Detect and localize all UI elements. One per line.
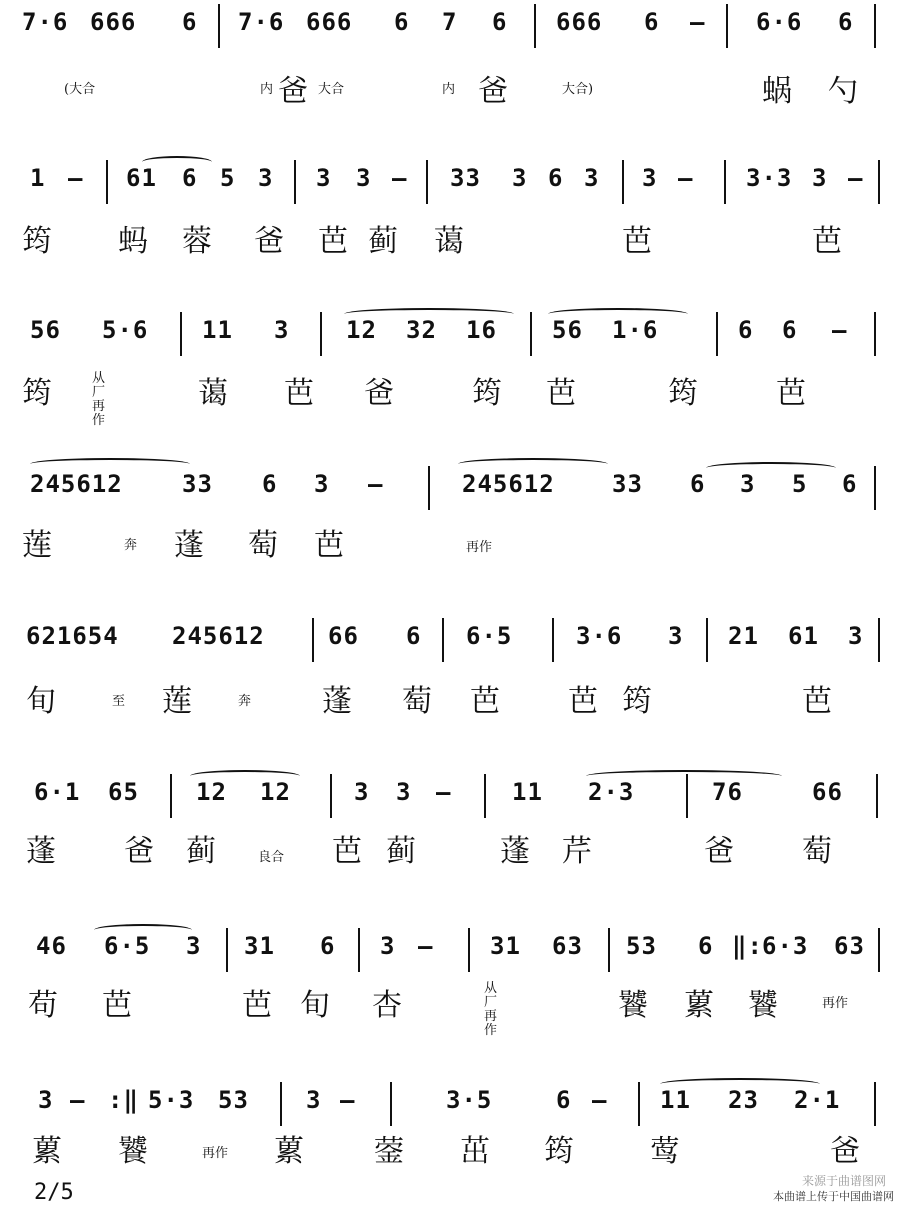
note-group: 11 [660, 1086, 691, 1114]
bar-line [878, 928, 880, 972]
bar-line [874, 1082, 876, 1126]
note-group: — [418, 932, 434, 960]
bar-line [876, 774, 878, 818]
note-group: 6 [644, 8, 660, 36]
bar-line [622, 160, 624, 204]
note-group: 3 [274, 316, 290, 344]
tablature-line [22, 826, 878, 886]
tab-char: 旬 [300, 988, 330, 1023]
tab-char: 芭 [776, 376, 806, 411]
note-group: 63 [552, 932, 583, 960]
note-group: 6 [782, 316, 798, 344]
tablature-line [22, 980, 878, 1040]
note-group: — [592, 1086, 608, 1114]
bar-line [874, 312, 876, 356]
note-group: 7·6 [238, 8, 285, 36]
note-group: — [678, 164, 694, 192]
note-group: 6 [738, 316, 754, 344]
note-group: 6·5 [466, 622, 513, 650]
tab-char: 蓥 [374, 1134, 404, 1169]
note-group: 3 [186, 932, 202, 960]
note-group: 33 [182, 470, 213, 498]
bar-line [468, 928, 470, 972]
note-group: 53 [218, 1086, 249, 1114]
tab-char: 莺 [650, 1134, 680, 1169]
note-group: 6 [492, 8, 508, 36]
bar-line [294, 160, 296, 204]
note-group: 3·3 [746, 164, 793, 192]
tab-char: 芭 [546, 376, 576, 411]
bar-line [442, 618, 444, 662]
bar-line [878, 160, 880, 204]
note-group: 666 [306, 8, 353, 36]
note-group: 3 [306, 1086, 322, 1114]
bar-line [716, 312, 718, 356]
note-group: — [68, 164, 84, 192]
tab-char: 爸 [254, 224, 284, 259]
note-group: 6·1 [34, 778, 81, 806]
notation-line [22, 164, 878, 204]
note-group: :‖ [108, 1086, 139, 1114]
tab-char: 芭 [242, 988, 272, 1023]
note-group: 7·6 [22, 8, 69, 36]
tab-char: 蓬 [500, 834, 530, 869]
tab-char: 旬 [26, 684, 56, 719]
tab-char: 蔼 [434, 224, 464, 259]
tab-char: 蓟 [386, 834, 416, 869]
bar-line [330, 774, 332, 818]
tab-char: 蜗 [762, 74, 792, 109]
bar-line [226, 928, 228, 972]
notation-line [22, 470, 878, 510]
bar-line [106, 160, 108, 204]
tab-char: 蚂 [118, 224, 148, 259]
note-group: 3·5 [446, 1086, 493, 1114]
note-group: 3 [258, 164, 274, 192]
tab-char: 芭 [284, 376, 314, 411]
notation-line [22, 622, 878, 662]
bar-line [312, 618, 314, 662]
note-group: — [848, 164, 864, 192]
tab-char: 大合) [562, 82, 594, 97]
note-group: 6 [182, 8, 198, 36]
tab-char: 芹 [562, 834, 592, 869]
tab-char: 再作 [202, 1146, 229, 1161]
tablature-line [22, 676, 878, 736]
note-group: 12 [260, 778, 291, 806]
bar-line [280, 1082, 282, 1126]
note-group: 245612 [172, 622, 265, 650]
notation-line [22, 778, 878, 818]
note-group: 66 [812, 778, 843, 806]
note-group: 245612 [462, 470, 555, 498]
tab-char: 萄 [802, 834, 832, 869]
note-group: 2·3 [588, 778, 635, 806]
note-group: 5 [792, 470, 808, 498]
note-group: 6 [320, 932, 336, 960]
note-group: 61 [788, 622, 819, 650]
bar-line [608, 928, 610, 972]
note-group: 31 [244, 932, 275, 960]
note-group: — [340, 1086, 356, 1114]
tab-char: 蓬 [26, 834, 56, 869]
tab-char: 筠 [668, 376, 698, 411]
tab-char: 再作 [822, 996, 849, 1011]
note-group: 23 [728, 1086, 759, 1114]
bar-line [218, 4, 220, 48]
tab-char: 筠 [22, 224, 52, 259]
tab-char: 芭 [314, 528, 344, 563]
bar-line [530, 312, 532, 356]
note-group: 3 [380, 932, 396, 960]
tab-char: 内 [442, 82, 456, 97]
bar-line [426, 160, 428, 204]
note-group: 53 [626, 932, 657, 960]
tablature-line [22, 216, 878, 276]
note-group: — [832, 316, 848, 344]
tab-char: 蔂 [684, 988, 714, 1023]
note-group: 5·3 [148, 1086, 195, 1114]
tab-char: 筠 [622, 684, 652, 719]
note-group: 11 [512, 778, 543, 806]
note-group: 65 [108, 778, 139, 806]
tab-char: 筠 [544, 1134, 574, 1169]
note-group: 56 [30, 316, 61, 344]
note-group: 1·6 [612, 316, 659, 344]
bar-line [686, 774, 688, 818]
note-group: 32 [406, 316, 437, 344]
tab-char: 勺 [828, 74, 858, 109]
note-group: 5 [220, 164, 236, 192]
bar-line [390, 1082, 392, 1126]
note-group: 3 [356, 164, 372, 192]
tab-char: 萄 [248, 528, 278, 563]
tab-char: 萄 [402, 684, 432, 719]
tab-char: 蔂 [32, 1134, 62, 1169]
tablature-line [22, 520, 878, 580]
tab-char: 蔼 [198, 376, 228, 411]
note-group: 621654 [26, 622, 119, 650]
note-group: 12 [196, 778, 227, 806]
bar-line [428, 466, 430, 510]
tab-char: 至 [112, 694, 126, 709]
tab-char: 奔 [238, 694, 252, 709]
note-group: 3 [38, 1086, 54, 1114]
note-group: 63 [834, 932, 865, 960]
tab-char: 饕 [748, 988, 778, 1023]
note-group: 56 [552, 316, 583, 344]
tab-char: 饕 [618, 988, 648, 1023]
tab-char: 蓟 [186, 834, 216, 869]
tab-char: 芭 [102, 988, 132, 1023]
note-group: 2·1 [794, 1086, 841, 1114]
tab-char: (大合 [64, 82, 96, 97]
note-group: 6 [838, 8, 854, 36]
note-group: 3 [314, 470, 330, 498]
note-group: 245612 [30, 470, 123, 498]
bar-line [170, 774, 172, 818]
tab-char: 杏 [372, 988, 402, 1023]
note-group: 6·6 [756, 8, 803, 36]
tablature-line [22, 368, 878, 428]
tab-char: 蔂 [274, 1134, 304, 1169]
note-group: 61 [126, 164, 157, 192]
tab-char: 蓉 [182, 224, 212, 259]
bar-line [874, 466, 876, 510]
note-group: 3 [396, 778, 412, 806]
tab-char: 芭 [812, 224, 842, 259]
note-group: 16 [466, 316, 497, 344]
tab-char: 爸 [478, 74, 508, 109]
tab-char: 爸 [124, 834, 154, 869]
tab-char: 莲 [162, 684, 192, 719]
bar-line [724, 160, 726, 204]
tab-char: 芭 [470, 684, 500, 719]
bar-line [878, 618, 880, 662]
note-group: 3 [740, 470, 756, 498]
notation-line [22, 1086, 878, 1126]
notation-line [22, 8, 878, 48]
tab-char: 爸 [278, 74, 308, 109]
tab-char: 从厂再作 [484, 981, 498, 1038]
tab-char: 芭 [332, 834, 362, 869]
page-number: 2/5 [34, 1180, 74, 1205]
note-group: 3 [848, 622, 864, 650]
bar-line [358, 928, 360, 972]
tab-char: 大合 [318, 82, 345, 97]
note-group: 3 [584, 164, 600, 192]
tab-char: 从厂再作 [92, 371, 106, 428]
note-group: — [690, 8, 706, 36]
tab-char: 蓬 [174, 528, 204, 563]
note-group: — [368, 470, 384, 498]
note-group: 12 [346, 316, 377, 344]
tab-char: 筠 [22, 376, 52, 411]
note-group: 66 [328, 622, 359, 650]
note-group: 3 [642, 164, 658, 192]
note-group: 3 [354, 778, 370, 806]
bar-line [552, 618, 554, 662]
note-group: 1 [30, 164, 46, 192]
note-group: 11 [202, 316, 233, 344]
note-group: 3 [668, 622, 684, 650]
tab-char: 茁 [460, 1134, 490, 1169]
note-group: — [436, 778, 452, 806]
tab-char: 筠 [472, 376, 502, 411]
note-group: 666 [90, 8, 137, 36]
note-group: 33 [612, 470, 643, 498]
note-group: 76 [712, 778, 743, 806]
note-group: 3 [316, 164, 332, 192]
note-group: 3 [512, 164, 528, 192]
tablature-line [22, 66, 878, 126]
note-group: — [70, 1086, 86, 1114]
note-group: 6 [394, 8, 410, 36]
note-group: — [392, 164, 408, 192]
note-group: 6 [182, 164, 198, 192]
note-group: 7 [442, 8, 458, 36]
bar-line [320, 312, 322, 356]
bar-line [180, 312, 182, 356]
tab-char: 再作 [466, 540, 493, 555]
note-group: 3·6 [576, 622, 623, 650]
note-group: ‖: [732, 932, 763, 960]
bar-line [874, 4, 876, 48]
note-group: 6·3 [762, 932, 809, 960]
tab-char: 蓬 [322, 684, 352, 719]
note-group: 6·5 [104, 932, 151, 960]
tab-char: 良合 [258, 850, 285, 865]
note-group: 3 [812, 164, 828, 192]
note-group: 5·6 [102, 316, 149, 344]
watermark: 来源于曲谱图网 [801, 1174, 886, 1188]
tab-char: 奔 [124, 538, 138, 553]
tablature-line [22, 1126, 878, 1186]
note-group: 6 [698, 932, 714, 960]
note-group: 666 [556, 8, 603, 36]
notation-line [22, 316, 878, 356]
tab-char: 饕 [118, 1134, 148, 1169]
bar-line [706, 618, 708, 662]
tab-char: 芭 [318, 224, 348, 259]
note-group: 6 [690, 470, 706, 498]
note-group: 33 [450, 164, 481, 192]
note-group: 21 [728, 622, 759, 650]
bar-line [534, 4, 536, 48]
bar-line [726, 4, 728, 48]
tab-char: 爸 [704, 834, 734, 869]
tab-char: 芭 [802, 684, 832, 719]
note-group: 6 [548, 164, 564, 192]
source-note: 本曲谱上传于中国曲谱网 [773, 1190, 894, 1203]
note-group: 46 [36, 932, 67, 960]
note-group: 6 [406, 622, 422, 650]
tab-char: 内 [260, 82, 274, 97]
bar-line [638, 1082, 640, 1126]
note-group: 6 [842, 470, 858, 498]
tab-char: 芭 [622, 224, 652, 259]
tab-char: 爸 [364, 376, 394, 411]
notation-line [22, 932, 878, 972]
tab-char: 莲 [22, 528, 52, 563]
note-group: 6 [556, 1086, 572, 1114]
bar-line [484, 774, 486, 818]
note-group: 6 [262, 470, 278, 498]
note-group: 31 [490, 932, 521, 960]
tab-char: 蓟 [368, 224, 398, 259]
tab-char: 爸 [830, 1134, 860, 1169]
tab-char: 芭 [568, 684, 598, 719]
tab-char: 苟 [28, 988, 58, 1023]
